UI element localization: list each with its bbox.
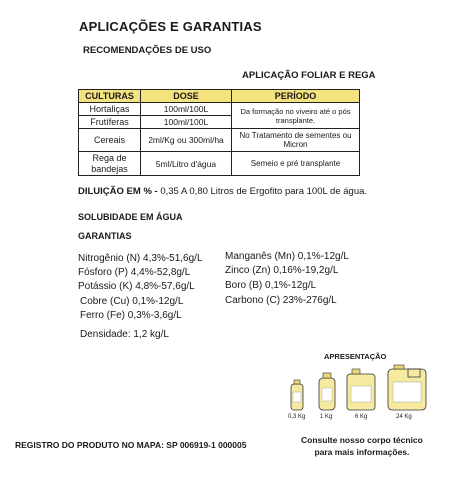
dilution-line (78, 186, 367, 197)
guarantee-item: Nitrogênio (N) 4,3%-51,6g/L (78, 253, 203, 264)
presentation-heading: APRESENTAÇÃO (324, 352, 387, 361)
header-cultures: CULTURAS (79, 90, 141, 103)
recommendations-heading: RECOMENDAÇÕES DE USO (83, 45, 212, 56)
dilution-text: 0,35 A 0,80 Litros de Ergofito para 100L de água. (157, 186, 368, 197)
recommendations-table (78, 89, 360, 176)
guarantee-item: Zinco (Zn) 0,16%-19,2g/L (225, 265, 339, 276)
culture-cell: Frutíferas (79, 116, 141, 129)
header-period: PERÍODO (232, 90, 360, 103)
package-label: 0,3 Kg (288, 414, 306, 420)
consult-line: para mais informações. (314, 447, 410, 457)
solubility-heading: SOLUBIDADE EM ÁGUA (78, 212, 183, 222)
table-row (79, 152, 360, 176)
registration-text: REGISTRO DO PRODUTO NO MAPA: SP 006919-1 000005 (15, 440, 247, 450)
table-header-row (79, 90, 360, 103)
package-label: 24 Kg (396, 414, 412, 420)
table-row (79, 129, 360, 152)
table-row (79, 103, 360, 116)
culture-cell: Rega de bandejas (79, 152, 141, 176)
culture-cell: Hortaliças (79, 103, 141, 116)
page-title: APLICAÇÕES E GARANTIAS (79, 19, 262, 34)
dilution-label: DILUIÇÃO EM % - (78, 186, 158, 197)
jerrycan-icon (388, 365, 426, 410)
bottle-icon (319, 373, 335, 410)
guarantee-item: Cobre (Cu) 0,1%-12g/L (80, 296, 184, 307)
guarantee-item: Carbono (C) 23%-276g/L (225, 295, 337, 306)
header-dose: DOSE (141, 90, 232, 103)
period-cell: Da formação no viveiro até o pós transplante. (232, 103, 360, 129)
package-label: 6 Kg (355, 414, 368, 420)
dose-cell: 2ml/Kg ou 300ml/ha (141, 129, 232, 152)
culture-cell: Cereais (79, 129, 141, 152)
guarantee-item: Ferro (Fe) 0,3%-3,6g/L (80, 310, 182, 321)
packages-illustration (280, 364, 440, 414)
guarantee-item: Potássio (K) 4,8%-57,6g/L (78, 281, 195, 292)
guarantees-heading: GARANTIAS (78, 231, 132, 241)
consult-note (301, 434, 423, 458)
guarantee-item: Boro (B) 0,1%-12g/L (225, 280, 317, 291)
package-label: 1 Kg (320, 414, 333, 420)
guarantee-item: Fósforo (P) 4,4%-52,8g/L (78, 267, 191, 278)
jerrycan-icon (347, 369, 375, 410)
dose-cell: 5ml/Litro d'água (141, 152, 232, 176)
table-caption: APLICAÇÃO FOLIAR E REGA (242, 70, 376, 81)
consult-line: Consulte nosso corpo técnico (301, 435, 423, 445)
dose-cell: 100ml/100L (141, 116, 232, 129)
density-text: Densidade: 1,2 kg/L (80, 329, 169, 340)
period-cell: No Tratamento de sementes ou Micron (232, 129, 360, 152)
bottle-icon (291, 380, 303, 410)
guarantee-item: Manganês (Mn) 0,1%-12g/L (225, 251, 349, 262)
dose-cell: 100ml/100L (141, 103, 232, 116)
period-cell: Semeio e pré transplante (232, 152, 360, 176)
